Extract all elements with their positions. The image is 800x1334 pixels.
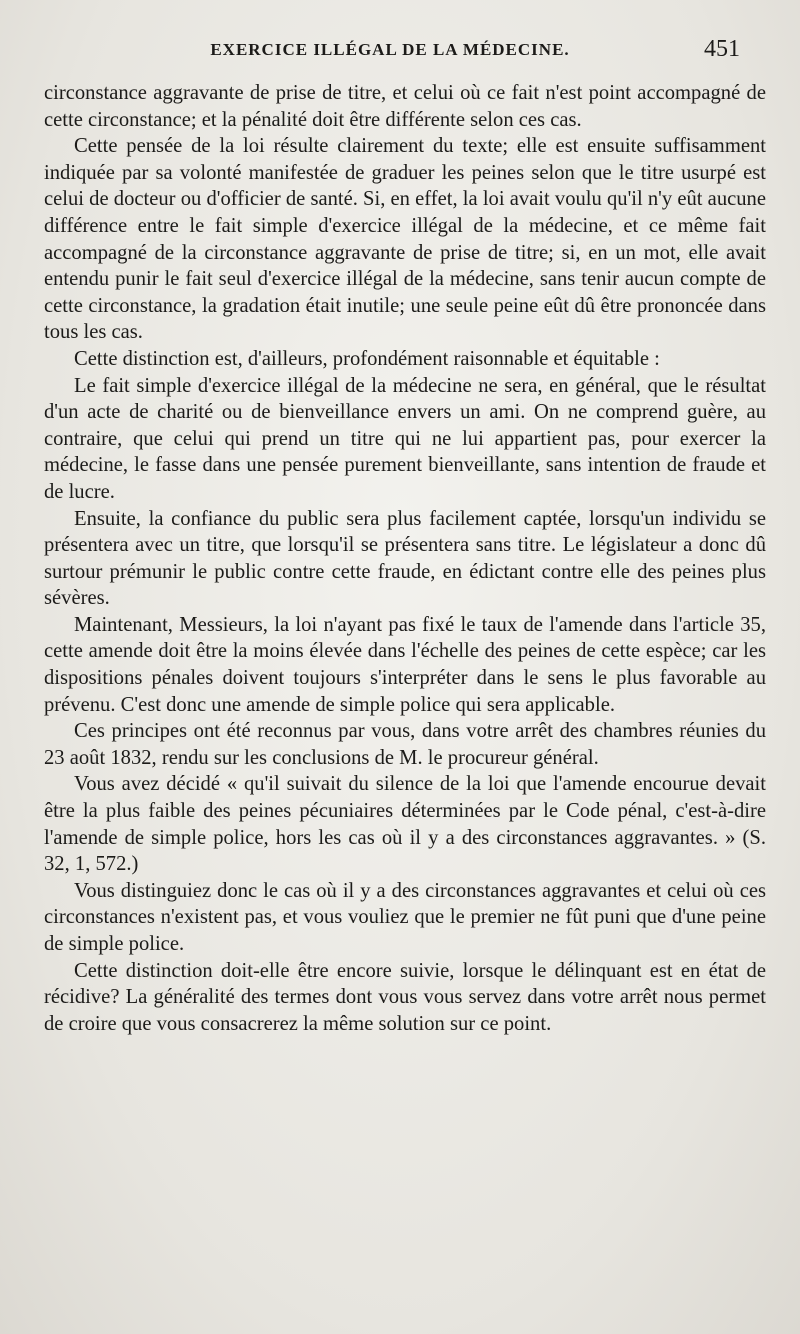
paragraph-5: Ensuite, la confiance du public sera plus facilement captée, lorsqu'un individu se présentera avec un titre, que lorsqu'il se présentera sans titre. Le législateur a donc dû surtour prémunir le public contre cette fraude, en édictant contre elle des peines plus sévères. <box>44 507 766 610</box>
paragraph-2: Cette pensée de la loi résulte clairement du texte; elle est ensuite suffisamment indiquée par sa volonté manifestée de graduer les peines selon que le titre usurpé est celui de docteur ou d'officier de santé. Si, en effet, la loi avait voulu qu'il n'y eût aucune différence entre le fait simple d'exercice illégal de la médecine, et ce même fait accompagné de la circonstance aggravante de prise de titre; si, en un mot, elle avait entendu punir le fait seul d'exercice illégal de la médecine, sans tenir aucun compte de cette circonstance, la gradation était inutile; une seule peine eût dû être prononcée dans tous les cas. <box>44 135 766 344</box>
paragraph-8: Vous avez décidé « qu'il suivait du silence de la loi que l'amende encourue devait être la plus faible des peines pécuniaires déterminées par le Code pénal, c'est-à-dire l'amende de simple police, hors les cas où il y a des circonstances aggravantes. » (S. 32, 1, 572.) <box>44 773 766 876</box>
paragraph-6: Maintenant, Messieurs, la loi n'ayant pas fixé le taux de l'amende dans l'article 35, cette amende doit être la moins élevée dans l'échelle des peines de cette espèce; car les dispositions pénales doivent toujours s'interpréter dans le sens le plus favorable au prévenu. C'est donc une amende de simple police qui sera applicable. <box>44 613 766 716</box>
page-number: 451 <box>704 36 740 62</box>
page-header <box>40 36 740 68</box>
paragraph-4: Le fait simple d'exercice illégal de la médecine ne sera, en général, que le résultat d'un acte de charité ou de bienveillance envers un ami. On ne comprend guère, au contraire, que celui qui prend un titre qui ne lui appartient pas, pour exercer la médecine, le fasse dans une pensée purement bienveillante, sans intention de fraude et de lucre. <box>44 374 766 503</box>
paragraph-9: Vous distinguiez donc le cas où il y a des circonstances aggravantes et celui où ces circonstances n'existent pas, et vous vouliez que le premier ne fût puni que d'une peine de simple police. <box>44 879 766 955</box>
paragraph-7: Ces principes ont été reconnus par vous, dans votre arrêt des chambres réunies du 23 août 1832, rendu sur les conclusions de M. le procureur général. <box>44 720 766 769</box>
paragraph-3: Cette distinction est, d'ailleurs, profondément raisonnable et équitable : <box>74 347 660 370</box>
paragraph-10: Cette distinction doit-elle être encore suivie, lorsque le délinquant est en état de récidive? La généralité des termes dont vous vous servez dans votre arrêt nous permet de croire que vous consacrerez la même solution sur ce point. <box>44 959 766 1035</box>
paragraph-1: circonstance aggravante de prise de titre, et celui où ce fait n'est point accompagné de cette circonstance; et la pénalité doit être différente selon ces cas. <box>44 82 766 131</box>
running-title: EXERCICE ILLÉGAL DE LA MÉDECINE. <box>210 40 570 59</box>
body-text <box>44 80 766 1037</box>
